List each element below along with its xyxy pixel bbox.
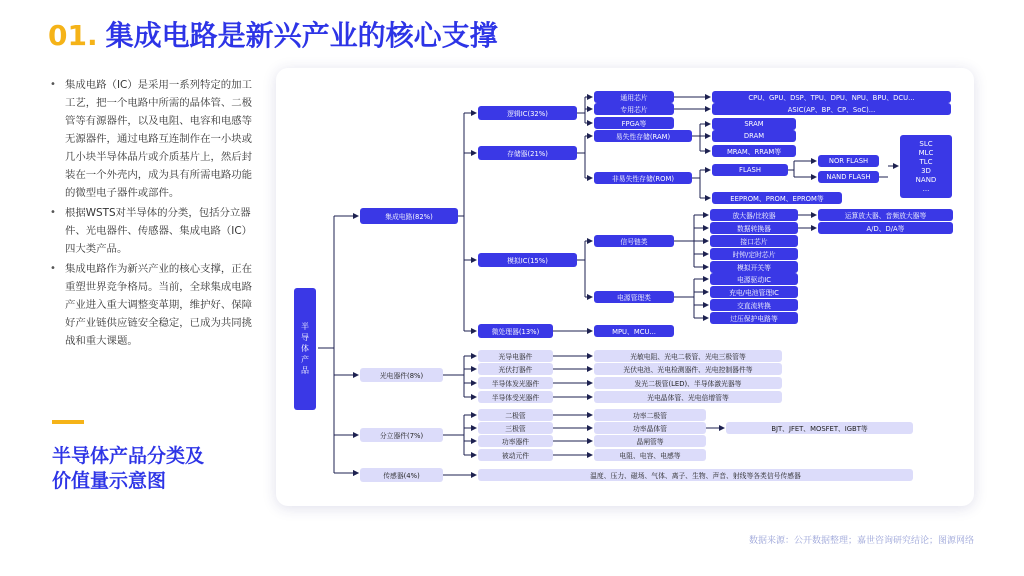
node-volatile-memory: 易失性存储(RAM) (594, 130, 692, 142)
nand-type: TLC (919, 157, 933, 166)
accent-bar (52, 420, 84, 424)
subtitle-line-1: 半导体产品分类及 (52, 445, 205, 467)
node-opto-desc: 发光二极管(LED)、半导体激光器等 (594, 377, 782, 389)
nand-type: ... (922, 184, 930, 193)
bullet-item: • 集成电路（IC）是采用一系列特定的加工工艺，把一个电路中所需的晶体管、二极管等有源器件，以及电阻、电容和电感等无源器件，通过电路互连制作在一小块或几小块半导体晶片或介质基片上，然后封装在一个外壳内，成为具有所需电路功能的微型电子器件或部件。 (48, 76, 258, 202)
subtitle-line-2: 价值量示意图 (52, 470, 167, 492)
node-nand-types (900, 135, 952, 198)
node-discrete-desc: 电阻、电容、电感等 (594, 449, 706, 461)
node-opto-desc: 光敏电阻、光电二极管、光电三极管等 (594, 350, 782, 362)
node-nor-flash: NOR FLASH (818, 155, 879, 167)
node-micro-items: MPU、MCU... (594, 325, 674, 337)
node-charge-management: 充电/电池管理IC (710, 286, 798, 298)
node-amplifier-items: 运算放大器、音频放大器等 (818, 209, 953, 221)
node-opto-item: 光伏打器件 (478, 363, 553, 375)
node-sensor-items: 温度、压力、磁场、气体、离子、生物、声音、射线等各类信号传感器 (478, 469, 913, 481)
node-discrete-item: 功率器件 (478, 435, 553, 447)
node-interface-chip: 接口芯片 (710, 235, 798, 247)
node-discrete-desc: 晶闸管等 (594, 435, 706, 447)
node-mram-rram: MRAM、RRAM等 (712, 145, 796, 157)
diagram-subtitle (52, 444, 262, 494)
node-semiconductor-products: 半导体产品 (294, 288, 316, 410)
node-discrete-item: 被动元件 (478, 449, 553, 461)
node-opto-item: 光导电器件 (478, 350, 553, 362)
node-transistor-types: BJT、JFET、MOSFET、IGBT等 (726, 422, 913, 434)
node-logic-ic: 逻辑IC(32%) (478, 106, 577, 120)
node-opto-desc: 光电晶体管、光电倍增管等 (594, 391, 782, 403)
node-special-chip: 专用芯片 (594, 103, 674, 115)
node-sensor: 传感器(4%) (360, 468, 443, 482)
node-acdc: 交直流转换 (710, 299, 798, 311)
page-title (48, 14, 498, 54)
node-overvoltage: 过压保护电路等 (710, 312, 798, 324)
node-discrete-item: 二极管 (478, 409, 553, 421)
node-power-driver: 电源驱动IC (710, 273, 798, 285)
node-eeprom: EEPROM、PROM、EPROM等 (712, 192, 842, 204)
node-discrete-desc: 功率二极管 (594, 409, 706, 421)
nand-type: 3D (921, 166, 931, 175)
node-memory: 存储器(21%) (478, 146, 577, 160)
node-opto-item: 半导体受光器件 (478, 391, 553, 403)
node-data-converter: 数据转换器 (710, 222, 798, 234)
node-discrete: 分立器件(7%) (360, 428, 443, 442)
node-dram: DRAM (712, 130, 796, 142)
node-converter-items: A/D、D/A等 (818, 222, 953, 234)
node-nonvolatile-memory: 非易失性存储(ROM) (594, 172, 692, 184)
node-nand-flash: NAND FLASH (818, 171, 879, 183)
node-discrete-desc: 功率晶体管 (594, 422, 706, 434)
node-flash: FLASH (712, 164, 788, 176)
node-general-chip-items: CPU、GPU、DSP、TPU、DPU、NPU、BPU、DCU... (712, 91, 951, 103)
node-sram: SRAM (712, 118, 796, 130)
node-ic: 集成电路(82%) (360, 208, 458, 224)
node-optoelectronics: 光电器件(8%) (360, 368, 443, 382)
node-opto-item: 半导体发光器件 (478, 377, 553, 389)
data-source: 数据来源：公开数据整理；嘉世咨询研究结论；图源网络 (748, 536, 974, 546)
nand-type: NAND (915, 175, 937, 184)
node-clock-chip: 时钟/定时芯片 (710, 248, 798, 260)
nand-type: SLC (919, 139, 933, 148)
bullet-item: • 根据WSTS对半导体的分类，包括分立器件、光电器件、传感器、集成电路（IC）四大类产品。 (48, 204, 258, 258)
node-fpga: FPGA等 (594, 117, 674, 129)
title-number: 01. (48, 19, 98, 52)
bullet-item: • 集成电路作为新兴产业的核心支撑，正在重塑世界竞争格局。当前，全球集成电路产业进入重大调整变革期，维护好、保障好产业链供应链安全稳定，已成为共同挑战和重大课题。 (48, 260, 258, 350)
node-microprocessor: 微处理器(13%) (478, 324, 553, 338)
node-opto-desc: 光伏电池、光电检测器件、光电控制器件等 (594, 363, 782, 375)
node-analog-ic: 模拟IC(15%) (478, 253, 577, 267)
node-power-management: 电源管理类 (594, 291, 674, 303)
node-discrete-item: 三极管 (478, 422, 553, 434)
classification-diagram (276, 68, 974, 506)
title-text: 集成电路是新兴产业的核心支撑 (105, 19, 498, 52)
node-analog-switch: 模拟开关等 (710, 261, 798, 273)
bullet-list (48, 76, 258, 352)
node-general-chip: 通用芯片 (594, 91, 674, 103)
node-amplifier: 放大器/比较器 (710, 209, 798, 221)
nand-type: MLC (918, 148, 934, 157)
node-special-chip-items: ASIC(AP、BP、CP、SoC)... (712, 103, 951, 115)
node-signal-chain: 信号链类 (594, 235, 674, 247)
